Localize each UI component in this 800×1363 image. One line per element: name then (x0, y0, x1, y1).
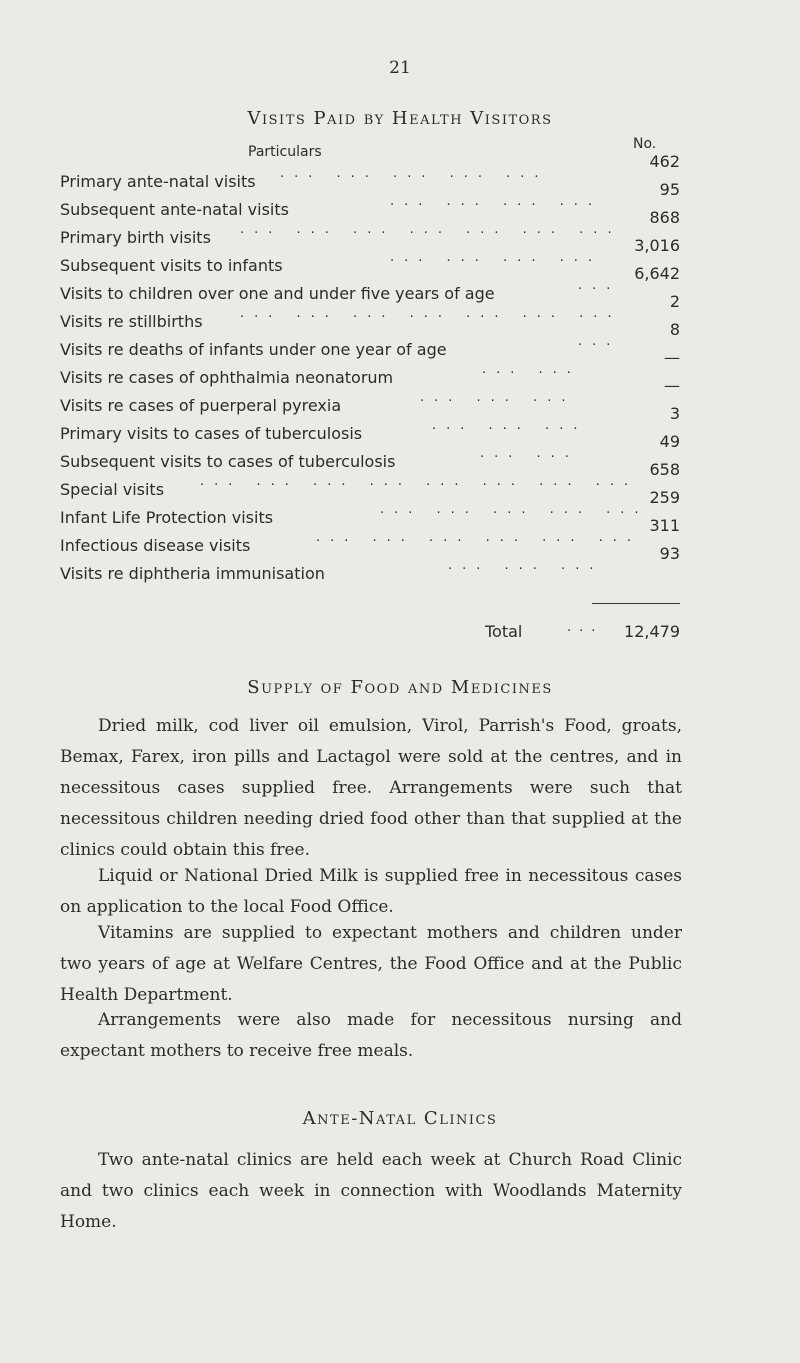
leader-dots: ··· ··· ··· ··· ··· (280, 170, 549, 185)
paragraph (60, 1005, 682, 1067)
row-value: 462 (649, 152, 680, 171)
row-value: 259 (649, 488, 680, 507)
row-value: 658 (649, 460, 680, 479)
paragraph-text: Liquid or National Dried Milk is supplied free in necessitous cases on application to the local Food Office. (60, 866, 682, 917)
row-label: Visits re diphtheria immunisation (60, 564, 325, 583)
leader-dots: ··· ··· ··· ··· ··· ··· ··· (240, 226, 622, 241)
row-label: Subsequent visits to infants (60, 256, 283, 275)
row-value: 311 (649, 516, 680, 535)
row-label: Infant Life Protection visits (60, 508, 274, 527)
row-label: Infectious disease visits (60, 536, 251, 555)
row-value: 6,642 (634, 264, 680, 283)
row-value: 3,016 (634, 236, 680, 255)
row-value: 95 (659, 180, 680, 199)
particulars-column-header: Particulars (248, 144, 322, 160)
row-label: Visits to children over one and under five years of age (60, 284, 495, 303)
row-label: Primary ante-natal visits (60, 172, 256, 191)
number-column-header: No. (633, 136, 657, 152)
leader-dots: ··· ··· ··· ··· ··· (380, 506, 649, 521)
paragraph-text: Vitamins are supplied to expectant mothers and children under two years of age at Welfare Centres, the Food Office and at the Public Health Department. (60, 923, 682, 1005)
row-label: Primary visits to cases of tuberculosis (60, 424, 363, 443)
row-value: 93 (659, 544, 680, 563)
row-label: Subsequent visits to cases of tuberculosis (60, 452, 396, 471)
supply-section-title: Supply of Food and Medicines (247, 677, 553, 698)
leader-dots: ··· ··· ··· (432, 422, 588, 437)
total-value: 12,479 (624, 622, 680, 641)
row-label: Visits re cases of ophthalmia neonatorum (60, 368, 394, 387)
leader-dots: ··· ··· ··· (448, 562, 604, 577)
row-label: Primary birth visits (60, 228, 211, 247)
paragraph (60, 1145, 682, 1238)
paragraph-text: Arrangements were also made for necessitous nursing and expectant mothers to receive free meals. (60, 1010, 682, 1061)
row-value: 49 (659, 432, 680, 451)
leader-dots: ··· ··· ··· ··· (390, 254, 602, 269)
leader-dots: ··· ··· (480, 450, 579, 465)
total-rule (592, 603, 680, 604)
row-label: Visits re cases of puerperal pyrexia (60, 396, 342, 415)
page-number: 21 (389, 58, 411, 78)
row-value: — (664, 348, 680, 367)
row-label: Visits re stillbirths (60, 312, 203, 331)
leader-dots: ··· ··· ··· (420, 394, 576, 409)
total-label: Total (485, 622, 523, 641)
leader-dots: ··· ··· ··· ··· (390, 198, 602, 213)
row-value: 8 (669, 320, 680, 339)
row-label: Visits re deaths of infants under one year of age (60, 340, 447, 359)
row-label: Subsequent ante-natal visits (60, 200, 289, 219)
leader-dots: ··· ··· (482, 366, 581, 381)
visits-section-title: Visits Paid by Health Visitors (247, 108, 553, 129)
row-value: 868 (649, 208, 680, 227)
row-value: 2 (669, 292, 680, 311)
row-value: — (664, 376, 680, 395)
leader-dots: ··· ··· ··· ··· ··· ··· ··· (240, 310, 622, 325)
leader-dots: ··· (578, 282, 621, 297)
leader-dots: ··· ··· ··· ··· ··· ··· ··· ··· (200, 478, 639, 493)
leader-dots: ··· (578, 338, 621, 353)
paragraph (60, 918, 682, 1011)
leader-dots: ... (567, 620, 604, 635)
row-label: Special visits (60, 480, 165, 499)
antenatal-section-title: Ante-Natal Clinics (302, 1108, 498, 1129)
paragraph-text: Dried milk, cod liver oil emulsion, Virol, Parrish's Food, groats, Bemax, Farex, iron pills and Lactagol were sold at the centres, and in necessitous cases supplied free. Arrangements were such that necessitous children needing dried food other than that supplied at the clinics could obtain this free. (60, 716, 682, 860)
total-row (0, 622, 800, 646)
paragraph-text: Two ante-natal clinics are held each week at Church Road Clinic and two clinics each week in connection with Woodlands Maternity Home. (60, 1150, 682, 1232)
paragraph (60, 861, 682, 923)
paragraph (60, 711, 682, 866)
row-value: 3 (669, 404, 680, 423)
leader-dots: ··· ··· ··· ··· ··· ··· (316, 534, 642, 549)
